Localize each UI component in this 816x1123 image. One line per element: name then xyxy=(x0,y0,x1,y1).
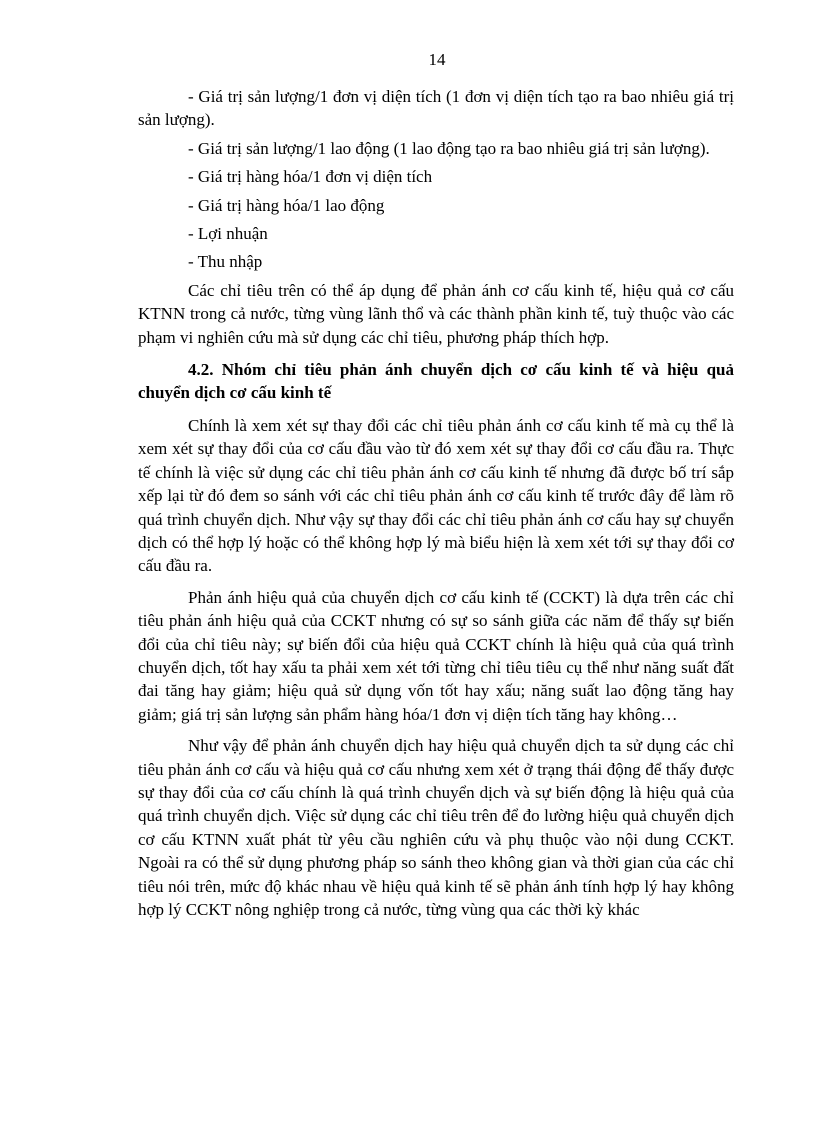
body-paragraph: Chính là xem xét sự thay đổi các chỉ tiêu phản ánh cơ cấu kinh tế mà cụ thể là xem xét sự thay đổi của cơ cấu đầu vào từ đó xem xét sự thay đổi cơ cấu đầu ra. Thực tế chính là việc sử dụng các chỉ tiêu phản ánh cơ cấu kinh tế nhưng đã được bố trí sắp xếp lại từ đó đem so sánh với các chỉ tiêu phản ánh cơ cấu kinh tế trước đây để làm rõ quá trình chuyển dịch. Như vậy sự thay đổi các chỉ tiêu phản ánh cơ cấu hay sự chuyển dịch có thể hợp lý hoặc có thể không hợp lý mà biểu hiện là xem xét tới sự thay đổi cơ cấu đầu ra. xyxy=(138,415,734,576)
list-item: - Giá trị sản lượng/1 lao động (1 lao động tạo ra bao nhiêu giá trị sản lượng). xyxy=(188,138,710,158)
summary-paragraph: Các chỉ tiêu trên có thể áp dụng để phản ánh cơ cấu kinh tế, hiệu quả cơ cấu KTNN trong cả nước, từng vùng lãnh thổ và các thành phần kinh tế, tuỳ thuộc vào các phạm vi nghiên cứu mà sử dụng các chỉ tiêu, phương pháp thích hợp. xyxy=(138,280,734,347)
body-paragraph: Phản ánh hiệu quả của chuyển dịch cơ cấu kinh tế (CCKT) là dựa trên các chỉ tiêu phản ánh hiệu quả của CCKT nhưng có sự so sánh giữa các năm để thấy sự biến đổi của chỉ tiêu này; sự biến đổi của hiệu quả CCKT chính là hiệu quả của quá trình chuyển dịch, tốt hay xấu ta phải xem xét tới từng chỉ tiêu tiêu cụ thể như năng suất đất đai tăng hay giảm; hiệu quả sử dụng vốn tốt hay xấu; năng suất lao động tăng hay giảm; giá trị sản lượng sản phẩm hàng hóa/1 đơn vị diện tích tăng hay không… xyxy=(138,587,734,724)
list-item: - Giá trị hàng hóa/1 đơn vị diện tích xyxy=(188,167,433,187)
list-item: - Giá trị sản lượng/1 đơn vị diện tích (1 đơn vị diện tích tạo ra bao nhiêu giá trị sản lượng). xyxy=(138,87,734,130)
list-item: - Thu nhập xyxy=(188,252,263,272)
page-body xyxy=(138,85,734,921)
section-heading: 4.2. Nhóm chỉ tiêu phản ánh chuyển dịch cơ cấu kinh tế và hiệu quả chuyển dịch cơ cấu kinh tế xyxy=(138,360,734,403)
body-paragraph: Như vậy để phản ánh chuyển dịch hay hiệu quả chuyển dịch ta sử dụng các chỉ tiêu phản ánh cơ cấu và hiệu quả cơ cấu nhưng xem xét ở trạng thái động để thấy được sự thay đổi của cơ cấu chính là quá trình chuyển dịch và sự biến động là hiệu quả của quá trình chuyển dịch. Việc sử dụng các chỉ tiêu trên để đo lường hiệu quả chuyển dịch cơ cấu KTNN xuất phát từ yêu cầu nghiên cứu và phụ thuộc vào nội dung CCKT. Ngoài ra có thể sử dụng phương pháp so sánh theo không gian và thời gian của các chỉ tiêu nói trên, mức độ khác nhau về hiệu quả kinh tế sẽ phản ánh tính hợp lý hay không hợp lý CCKT nông nghiệp trong cả nước, từng vùng qua các thời kỳ khác xyxy=(138,736,734,919)
list-item: - Lợi nhuận xyxy=(188,224,268,244)
list-item: - Giá trị hàng hóa/1 lao động xyxy=(188,195,385,215)
page-number: 14 xyxy=(428,50,446,69)
